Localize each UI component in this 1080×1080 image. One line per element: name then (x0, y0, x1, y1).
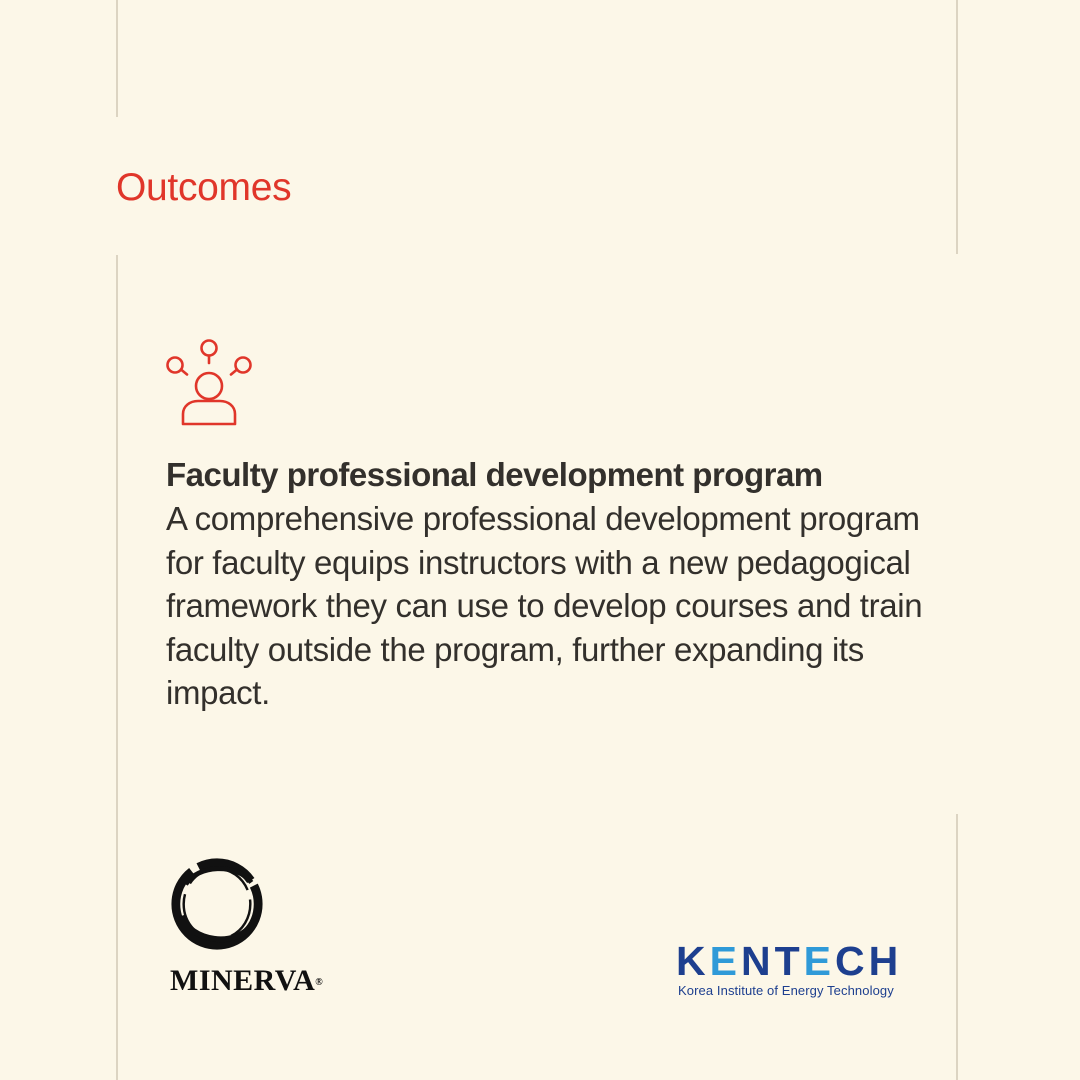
kentech-e-accent: E (709, 938, 741, 984)
kentech-subtitle: Korea Institute of Energy Technology (678, 983, 894, 998)
divider-right-top (956, 0, 958, 254)
minerva-ring-icon (168, 853, 266, 955)
kentech-e-accent-2: E (803, 938, 835, 984)
minerva-name: MINERVA (170, 964, 316, 997)
divider-right-bottom (956, 814, 958, 1080)
kentech-k: K (676, 938, 710, 984)
minerva-logo-text (170, 964, 323, 998)
divider-left-top (116, 0, 118, 117)
divider-left-bottom (116, 255, 118, 1080)
kentech-nt: NT (740, 938, 804, 984)
kentech-logo (676, 940, 910, 1000)
registered-mark: ® (315, 977, 324, 988)
faculty-network-icon (163, 337, 255, 429)
kentech-ch: CH (834, 938, 903, 984)
card-heading: Faculty professional development program (166, 456, 823, 493)
kentech-wordmark (676, 940, 902, 982)
card-body: A comprehensive professional development program for faculty equips instructors with a new pedagogical framework they can use to develop courses and train faculty outside the program, further expanding its impact. (166, 500, 923, 711)
section-title: Outcomes (116, 166, 292, 209)
